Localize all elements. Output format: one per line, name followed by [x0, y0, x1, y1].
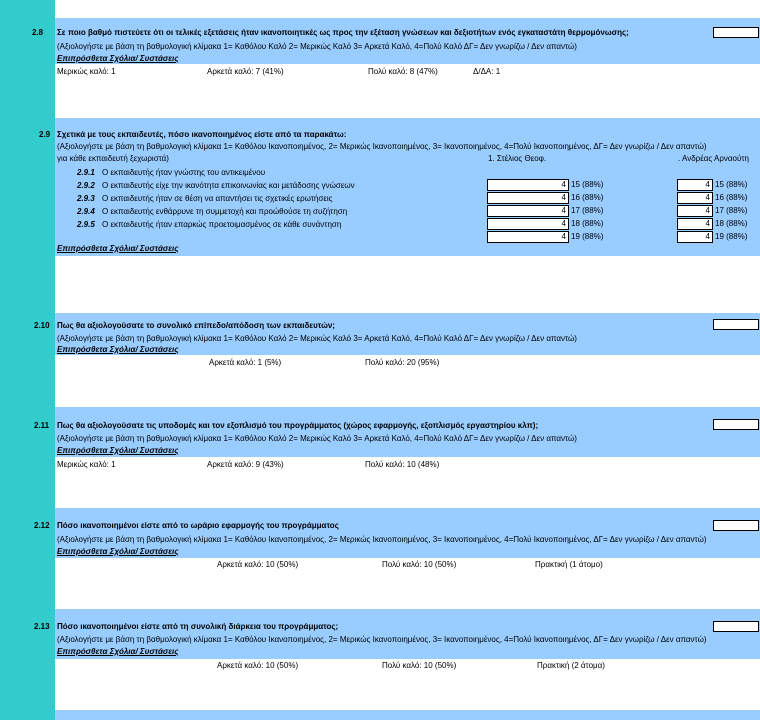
sub-question-number: 2.9.5 — [77, 220, 95, 229]
question-number: 2.11 — [34, 421, 50, 430]
rating-scale: (Αξιολογήστε με βάση τη βαθμολογική κλίμακα 1= Καθόλου Καλό 2= Μερικώς Καλό 3= Αρκετά Καλό, 4=Πολύ Καλό ΔΓ= Δεν γνωρίζω / Δεν απαντώ) — [57, 42, 577, 51]
result-cell: Πολύ καλό: 10 (50%) — [382, 560, 457, 569]
question-number: 2.8 — [32, 28, 44, 37]
rating-cell-trainer-1[interactable]: 4 — [487, 218, 569, 230]
rating-scale: (Αξιολογήστε με βάση τη βαθμολογική κλίμακα 1= Καθόλου Ικανοποιημένος, 2= Μερικώς Ικανοποιημένος, 3= Ικανοποιημένος, 4=Πολύ Ικανοποιημένος, ΔΓ= Δεν γνωρίζω / Δεν απαντώ) — [57, 535, 707, 544]
rating-percent: 18 (88%) — [715, 219, 748, 228]
rating-scale: (Αξιολογήστε με βάση τη βαθμολογική κλίμακα 1= Καθόλου Καλό 2= Μερικώς Καλό 3= Αρκετά Καλό, 4=Πολύ Καλό ΔΓ= Δεν γνωρίζω / Δεν απαντώ) — [57, 334, 577, 343]
rating-percent: 17 (88%) — [715, 206, 748, 215]
answer-cell[interactable] — [713, 319, 759, 330]
result-cell: Πολύ καλό: 10 (50%) — [382, 661, 457, 670]
rating-cell-trainer-2[interactable]: 4 — [677, 231, 713, 243]
comments-label: Επιπρόσθετα Σχόλια/ Συστάσεις — [57, 547, 179, 556]
result-cell: Αρκετά καλό: 9 (43%) — [207, 460, 284, 469]
rating-note: για κάθε εκπαιδευτή ξεχωριστά) — [57, 154, 169, 163]
comments-label: Επιπρόσθετα Σχόλια/ Συστάσεις — [57, 54, 179, 63]
sub-question-text: Ο εκπαιδευτής ενθάρρυνε τη συμμετοχή και προώθούσε τη συζήτηση — [102, 207, 348, 216]
rating-cell-trainer-2[interactable]: 4 — [677, 192, 713, 204]
rating-cell-trainer-2[interactable]: 4 — [677, 179, 713, 191]
rating-scale: (Αξιολογήστε με βάση τη βαθμολογική κλίμακα 1= Καθόλου Ικανοποιημένος, 2= Μερικώς Ικανοποιημένος, 3= Ικανοποιημένος, 4=Πολύ Ικανοποιημένος, ΔΓ= Δεν γνωρίζω / Δεν απαντώ) — [57, 142, 707, 151]
rating-scale: (Αξιολογήστε με βάση τη βαθμολογική κλίμακα 1= Καθόλου Καλό 2= Μερικώς Καλό 3= Αρκετά Καλό, 4=Πολύ Καλό ΔΓ= Δεν γνωρίζω / Δεν απαντώ) — [57, 434, 577, 443]
comments-label: Επιπρόσθετα Σχόλια/ Συστάσεις — [57, 647, 179, 656]
sub-question-number: 2.9.4 — [77, 207, 95, 216]
trainer-2-header: . Ανδρέας Αρναούτη — [678, 154, 749, 163]
question-number: 2.13 — [34, 622, 50, 631]
result-cell: Αρκετά καλό: 10 (50%) — [217, 560, 299, 569]
question-band-next — [55, 710, 760, 720]
rating-percent: 15 (88%) — [571, 180, 604, 189]
question-text: Πως θα αξιολογούσατε το συνολικό επίπεδο/απόδοση των εκπαιδευτών; — [57, 321, 335, 330]
question-text: Πως θα αξιολογούσατε τις υποδομές και τον εξοπλισμό του προγράμματος (χώρος εφαρμογής, εξοπλισμός εργαστηρίου κλπ); — [57, 421, 539, 430]
answer-cell[interactable] — [713, 27, 759, 38]
result-cell: Αρκετά καλό: 1 (5%) — [209, 358, 282, 367]
rating-percent: 15 (88%) — [715, 180, 748, 189]
result-cell: Πρακτική (1 άτομο) — [535, 560, 603, 569]
rating-percent: 18 (88%) — [571, 219, 604, 228]
result-cell: Πολύ καλό: 20 (95%) — [365, 358, 440, 367]
question-text: Πόσο ικανοποιημένοι είστε από τη συνολική διάρκεια του προγράμματος; — [57, 622, 339, 631]
result-cell: Μερικώς καλό: 1 — [57, 460, 116, 469]
rating-percent: 17 (88%) — [571, 206, 604, 215]
result-cell: Μερικώς καλό: 1 — [57, 67, 116, 76]
sub-question-number: 2.9.1 — [77, 168, 95, 177]
rating-cell-trainer-2[interactable]: 4 — [677, 218, 713, 230]
answer-cell[interactable] — [713, 419, 759, 430]
rating-percent: 19 (88%) — [571, 232, 604, 241]
left-margin-bar — [0, 0, 55, 720]
sub-question-number: 2.9.3 — [77, 194, 95, 203]
answer-cell[interactable] — [713, 621, 759, 632]
comments-label: Επιπρόσθετα Σχόλια/ Συστάσεις — [57, 446, 179, 455]
sub-question-text: Ο εκπαιδευτής είχε την ικανότητα επικοινωνίας και μετάδοσης γνώσεων — [102, 181, 355, 190]
question-text: Σχετικά με τους εκπαιδευτές, πόσο ικανοποιημένος είστε από τα παρακάτω: — [57, 130, 347, 139]
question-number: 2.9 — [39, 130, 51, 139]
rating-cell-trainer-2[interactable]: 4 — [677, 205, 713, 217]
result-cell: Πολύ καλό: 8 (47%) — [368, 67, 438, 76]
rating-cell-trainer-1[interactable]: 4 — [487, 192, 569, 204]
rating-percent: 19 (88%) — [715, 232, 748, 241]
answer-cell[interactable] — [713, 520, 759, 531]
rating-cell-trainer-1[interactable]: 4 — [487, 205, 569, 217]
question-number: 2.12 — [34, 521, 50, 530]
result-cell: Δ/ΔΑ: 1 — [473, 67, 501, 76]
sub-question-text: Ο εκπαιδευτής ήταν γνώστης του αντικειμένου — [102, 168, 266, 177]
comments-label: Επιπρόσθετα Σχόλια/ Συστάσεις — [57, 345, 179, 354]
question-number: 2.10 — [34, 321, 50, 330]
sub-question-number: 2.9.2 — [77, 181, 95, 190]
rating-cell-trainer-1[interactable]: 4 — [487, 231, 569, 243]
result-cell: Αρκετά καλό: 10 (50%) — [217, 661, 299, 670]
question-text: Σε ποιο βαθμό πιστεύετε ότι οι τελικές εξετάσεις ήταν ικανοποιητικές ως προς την εξέταση γνώσεων και δεξιοτήτων ενός εγκαταστάτη θερμομόνωσης; — [57, 28, 629, 37]
result-cell: Αρκετά καλό: 7 (41%) — [207, 67, 284, 76]
result-cell: Πρακτική (2 άτομα) — [537, 661, 605, 670]
question-text: Πόσο ικανοποιημένοι είστε από το ωράριο εφαρμογής του προγράμματος — [57, 521, 339, 530]
rating-cell-trainer-1[interactable]: 4 — [487, 179, 569, 191]
trainer-1-header: 1. Στέλιος Θεοφ. — [488, 154, 547, 163]
comments-label: Επιπρόσθετα Σχόλια/ Συστάσεις — [57, 244, 179, 253]
rating-scale: (Αξιολογήστε με βάση τη βαθμολογική κλίμακα 1= Καθόλου Ικανοποιημένος, 2= Μερικώς Ικανοποιημένος, 3= Ικανοποιημένος, 4=Πολύ Ικανοποιημένος, ΔΓ= Δεν γνωρίζω / Δεν απαντώ) — [57, 635, 707, 644]
rating-percent: 16 (88%) — [571, 193, 604, 202]
result-cell: Πολύ καλό: 10 (48%) — [365, 460, 440, 469]
sub-question-text: Ο εκπαιδευτής ήταν επαρκώς προετοιμασμένος σε κάθε συνάντηση — [102, 220, 342, 229]
sub-question-text: Ο εκπαιδευτής ήταν σε θέση να απαντήσει τις σχετικές ερωτήσεις — [102, 194, 333, 203]
rating-percent: 16 (88%) — [715, 193, 748, 202]
